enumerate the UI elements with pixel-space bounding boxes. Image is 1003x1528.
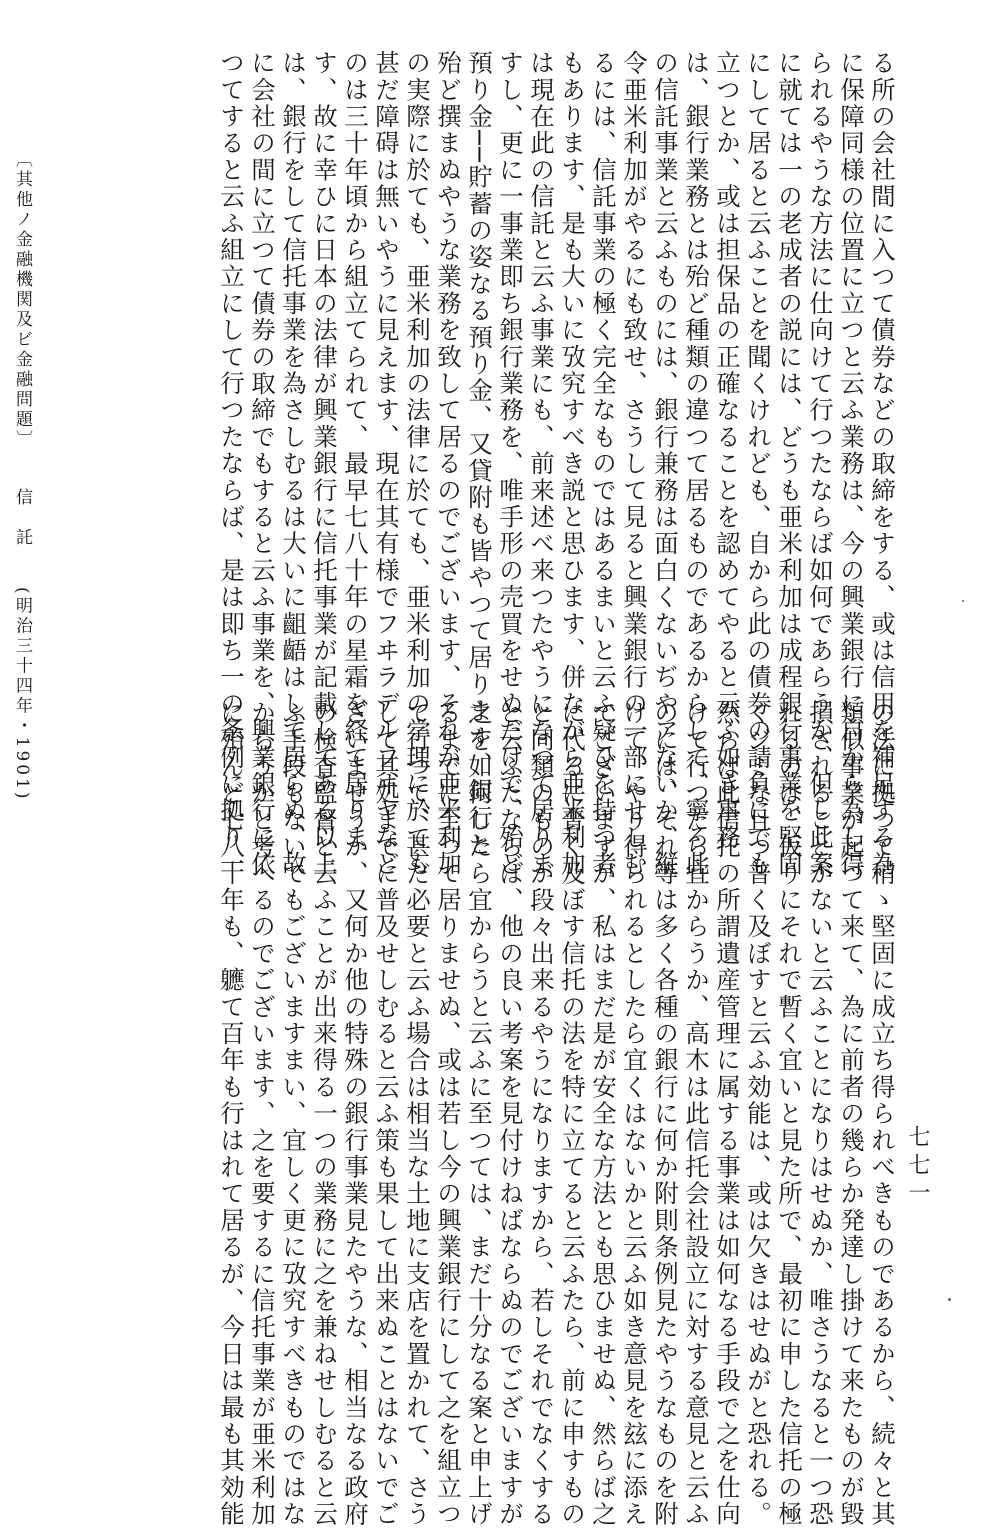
text-column: からうかと考へるのでございます、之を要するに信托事業が亜米利加 — [248, 700, 277, 1528]
header-era: (明治三十四年・1901) — [12, 586, 32, 802]
text-column: るまでに至つて居りませぬ、或は若し今の興業銀行にして之を組立つ — [434, 700, 463, 1528]
text-column: に就ては一の老成者の説には、どうも亜米利加は成程銀行事業を堅固 — [775, 50, 804, 878]
text-column: て行つて、甚だ必要と云ふ場合は相当な土地に支店を置かれて、さう — [403, 700, 432, 1528]
text-column: けて、やり得られるとしたら宜くはないかと云ふ如き意見を玆に添え — [620, 700, 649, 1528]
upper-text-block — [78, 50, 898, 878]
text-column: てございますが、私はまだ是が安全な方法とも思ひませぬ、然らば之 — [589, 700, 618, 1528]
text-column: して其処までに普及せしむると云ふ策も果して出来ぬことはないでご — [372, 700, 401, 1528]
scan-speck — [948, 1298, 951, 1301]
text-column: の実際に於ても、亜米利加の法律に於ても、亜米利加の学理に於ても — [403, 50, 432, 878]
text-column: 殆ど撰まぬやうな業務を致して居るのでございます、それが亜米利加 — [434, 50, 463, 878]
text-column: に保障同様の位置に立つと云ふ業務は、今の興業銀行に自から為し得 — [837, 50, 866, 878]
text-column: に殆んど七八十年も、軈て百年も行はれて居るが、今日は最も其効能 — [217, 700, 246, 1528]
text-column: 之を如何したら宜からうと云ふに至つては、まだ十分なる案と申上げ — [465, 700, 494, 1528]
scan-speck — [962, 600, 964, 602]
text-column: るには、信託事業の極く完全なものではあるまいと云ふ疑ひを持つ者 — [589, 50, 618, 878]
text-column: けて行つたら宜からうか、高木は此信托会社設立に対する意見と云ふ — [682, 700, 711, 1528]
text-column: ふ手段もないでもございますまい、宜しく更に攷究すべきものではな — [279, 700, 308, 1528]
text-column: もあります、是も大いに攷究すべき説と思ひます、併ながら亜米利加 — [558, 50, 587, 878]
text-column: に代るに普く及ぼす信托の法を特に立てると云ふたら、前に申すもの — [558, 700, 587, 1528]
text-column: は現在此の信託と云ふ事業にも、前来述べ来つたやうになつて居りま — [527, 50, 556, 878]
text-column: は、銀行業務とは殆ど種類の違つて居るものであるからして、寧ろ此 — [682, 50, 711, 878]
text-column: にして居ると云ふことを聞くけれども、自から此の債券の請負にでも — [744, 50, 773, 878]
text-column: に会社の間に立つて債券の取締でもすると云ふ事業を、興業銀行に依 — [248, 50, 277, 878]
text-column: のは三十年頃から組立てられて、最早七八十年の星霜を経て居りま — [341, 50, 370, 851]
text-column: の信託事業と云ふものには、銀行兼務は面白くないぢやアないか、縦 — [651, 50, 680, 878]
text-column: つてすると云ふ組立にして行つたならば、是は即ち一の条例に拠り一 — [217, 50, 246, 878]
text-column: すし、更に一事業即ち銀行業務を、唯手形の売買をせぬだけで、殆ど — [496, 50, 525, 878]
running-header — [10, 150, 35, 802]
text-column: 立つとか、或は担保品の正確なることを認めてやると云ふ如き事務 — [713, 50, 742, 851]
text-column: 然らば此信托の所謂遺産管理に属する事業は如何なる手段で之を仕向 — [713, 700, 742, 1528]
text-column: くジミな且つ普く及ぼすと云ふ効能は、或は欠きはせぬがと恐れる。 — [744, 700, 773, 1528]
text-column: と云ふたならば、他の良い考案を見付けねばならぬのでございますが — [496, 700, 525, 1528]
text-column: 類似事業が起つて来て、為に前者の幾らか発達し掛けて来たものが毀 — [837, 700, 866, 1528]
text-column: る所の会社間に入つて債券などの取締をする、或は信用を補足する為 — [868, 50, 897, 878]
text-column: れるのは、仮りにそれで暫く宜いと見た所で、最初に申した信托の極 — [775, 700, 804, 1528]
lower-text-block — [78, 700, 898, 1528]
text-column: 損されることがないと云ふことになりはせぬか、唯さうなると一つ恐 — [806, 700, 835, 1528]
text-column: の法に拠つて稍ゝ堅固に成立ち得られべきものであるから、続々と其 — [868, 700, 897, 1528]
page-number: 七七一 — [905, 1125, 930, 1209]
text-column: は、銀行をして信托事業を為さしむるは大いに齟齬はして居らぬ、故 — [279, 50, 308, 878]
text-column: ざいませうか、又何か他の特殊の銀行事業見たやうな、相当なる政府 — [341, 700, 370, 1528]
text-column: のには、それ等は多く各種の銀行に何か附則条例見たやうなものを附 — [651, 700, 680, 1528]
text-column: 預り金──貯蓄の姿なる預り金、又貸附も皆やつて居ります、銀行と — [465, 50, 494, 859]
text-column: 令亜米利加がやるにも致せ、さうして見ると興業銀行の一部にせしむ — [620, 50, 649, 878]
text-column: の検査監督と云ふことが出来得る一つの業務に之を兼ねせしむると云 — [310, 700, 339, 1528]
text-column: られるやうな方法に仕向けて行つたならば如何であらうか、但し此案 — [806, 50, 835, 878]
text-column: と同類のものが段々出来るやうになりますから、若しそれでなくする — [527, 700, 556, 1528]
header-section-title: 〔其他ノ金融機関及ビ金融問題〕 — [12, 150, 32, 450]
text-column: す、故に幸ひに日本の法律が興業銀行に信托事業が記載してある以上 — [310, 50, 339, 878]
header-topic: 信 託 — [12, 488, 32, 549]
text-column: 甚だ障碍は無いやうに見えます、現在其有様でフヰラデルフヰヤなど — [372, 50, 401, 878]
